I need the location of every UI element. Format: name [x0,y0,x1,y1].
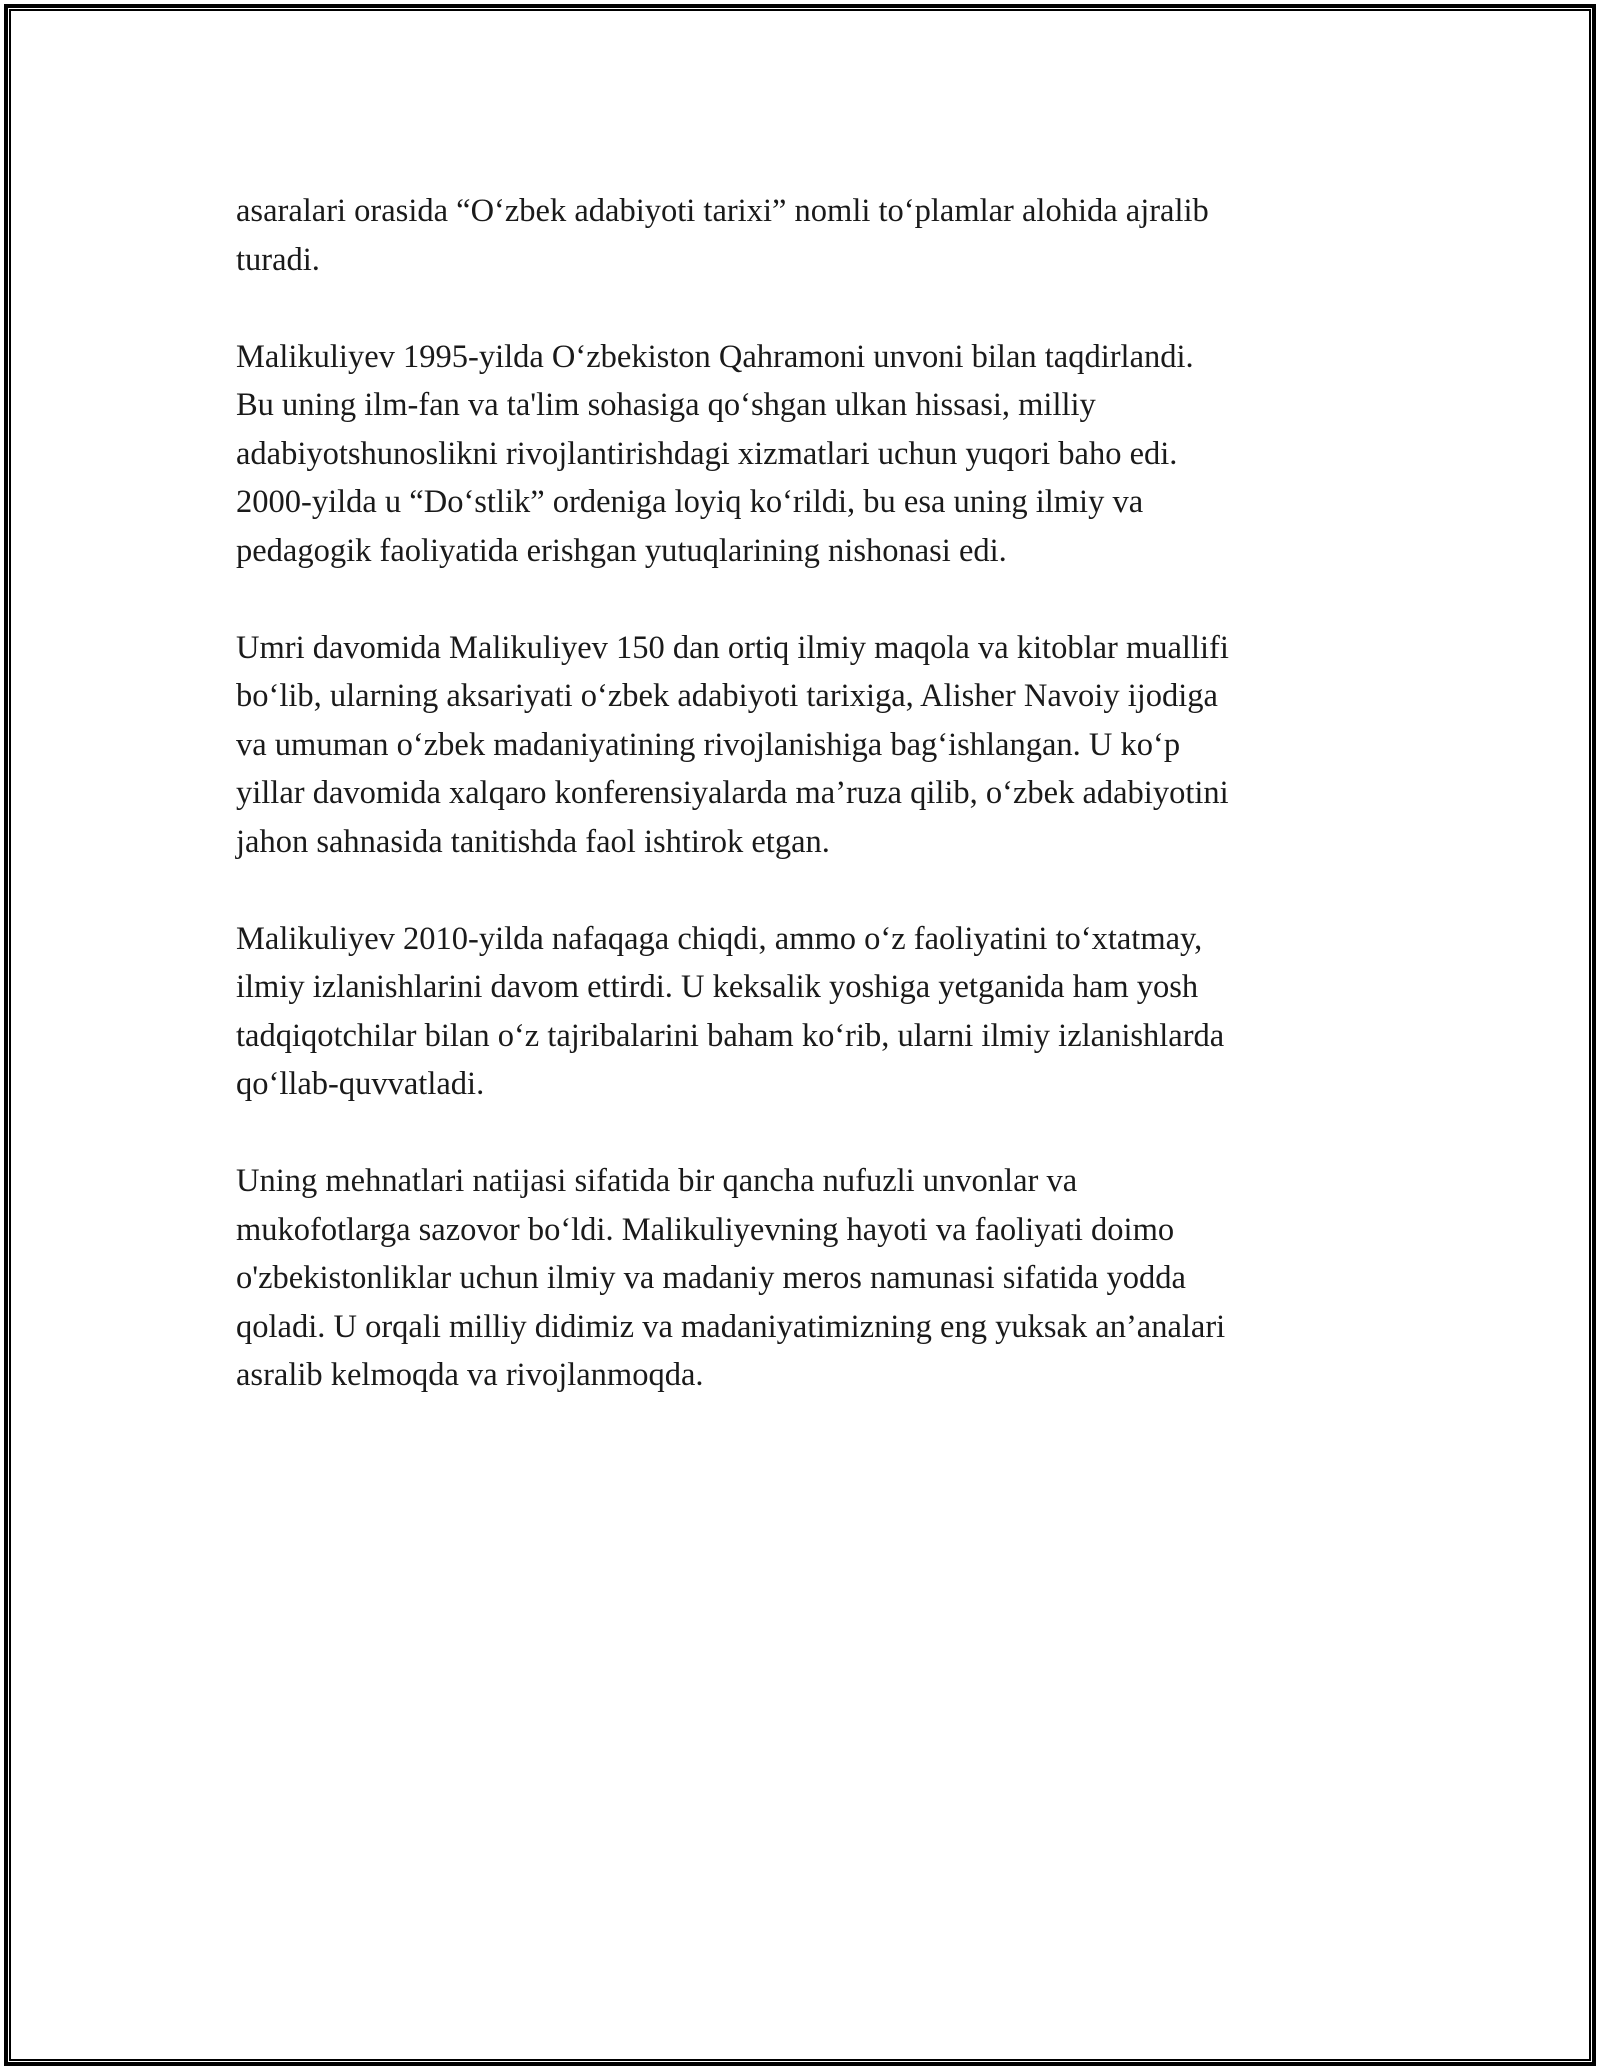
document-body [236,187,1366,1448]
paragraph: Malikuliyev 1995-yilda Oʻzbekiston Qahramoni unvoni bilan taqdirlandi. Bu uning ilm-fan va ta'lim sohasiga qoʻshgan ulkan hissasi, milliy adabiyotshunoslikni rivojlantirishdagi xizmatlari uchun yuqori baho edi. 2000-yilda u “Doʻstlik” ordeniga loyiq koʻrildi, bu esa uning ilmiy va pedagogik faoliyatida erishgan yutuqlarining nishonasi edi. [236,338,1194,569]
paragraph: Umri davomida Malikuliyev 150 dan ortiq ilmiy maqola va kitoblar muallifi boʻlib, ularning aksariyati oʻzbek adabiyoti tarixiga, Alisher Navoiy ijodiga va umuman oʻzbek madaniyatining rivojlanishiga bagʻishlangan. U koʻp yillar davomida xalqaro konferensiyalarda ma’ruza qilib, oʻzbek adabiyotini jahon sahnasida tanitishda faol ishtirok etgan. [236,629,1229,860]
paragraph: asaralari orasida “Oʻzbek adabiyoti tarixi” nomli toʻplamlar alohida ajralib turadi. [236,193,1209,278]
paragraph: Malikuliyev 2010-yilda nafaqaga chiqdi, ammo oʻz faoliyatini toʻxtatmay, ilmiy izlanishlarini davom ettirdi. U keksalik yoshiga yetganida ham yosh tadqiqotchilar bilan oʻz tajribalarini baham koʻrib, ularni ilmiy izlanishlarda qoʻllab-quvvatladi. [236,920,1225,1102]
paragraph: Uning mehnatlari natijasi sifatida bir qancha nufuzli unvonlar va mukofotlarga sazovor boʻldi. Malikuliyevning hayoti va faoliyati doimo o'zbekistonliklar uchun ilmiy va madaniy meros namunasi sifatida yodda qoladi. U orqali milliy didimiz va madaniyatimizning eng yuksak an’analari asralib kelmoqda va rivojlanmoqda. [236,1163,1226,1393]
